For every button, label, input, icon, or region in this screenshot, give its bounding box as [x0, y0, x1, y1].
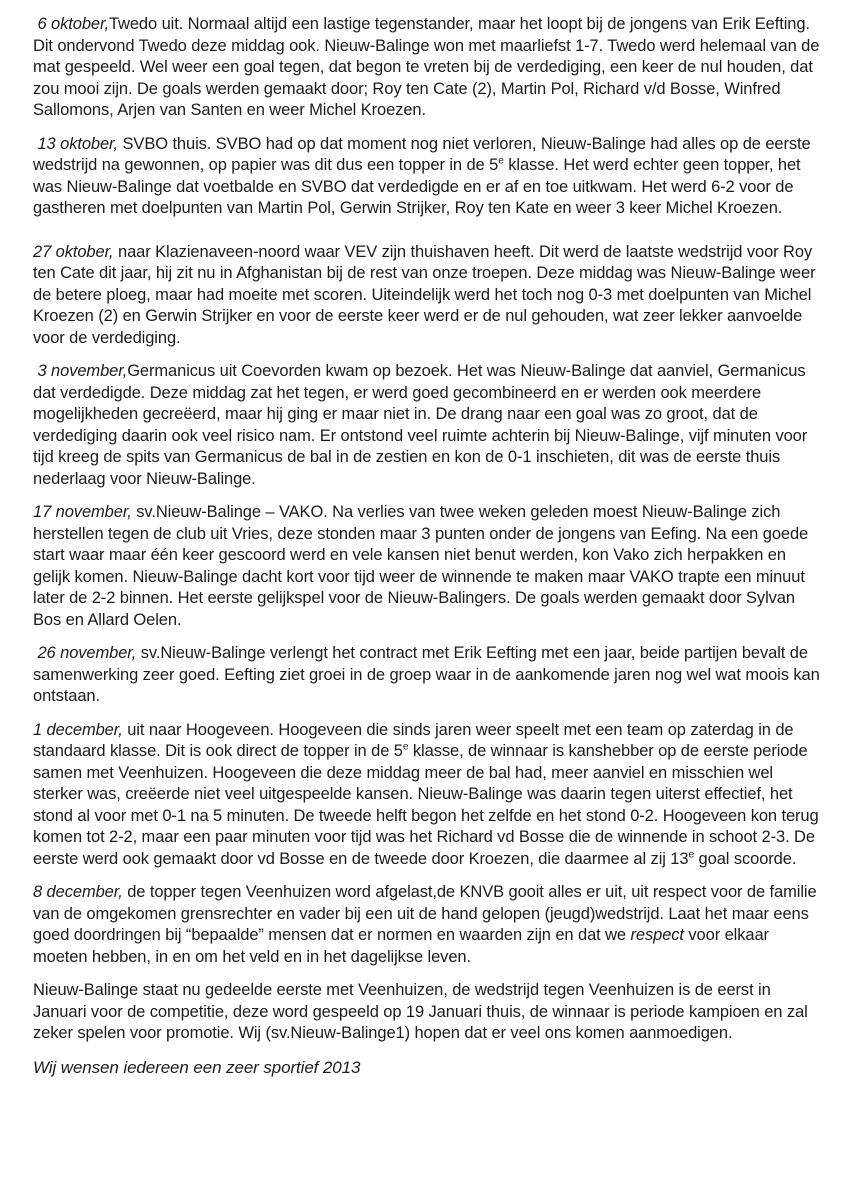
paragraph-3-november	[33, 361, 822, 490]
paragraph-8-december	[33, 882, 822, 968]
ordinal-superscript: e	[498, 155, 504, 167]
paragraph-6-oktober	[33, 14, 822, 122]
paragraph-27-oktober	[33, 242, 822, 350]
ordinal-superscript: e	[402, 741, 409, 753]
date-lead-3-november: 3 november,	[33, 362, 128, 380]
paragraph-26-november	[33, 643, 822, 708]
paragraph-text: goal scoorde.	[694, 849, 797, 868]
emphasized-word-respect: respect	[630, 926, 684, 944]
paragraph-text: klasse. Het werd echter geen topper, het was Nieuw-Balinge dat voetbalde en SVBO dat verdedigde en er af en toe uitkwam. Het werd 6-2 voor de gastheren met doelpunten van Martin Pol, Gerwin Strijker, Roy ten Kate en weer 3 keer Michel Kroezen.	[33, 156, 801, 217]
paragraph-text: klasse, de winnaar is kanshebber op de eerste periode samen met Veenhuizen. Hoogeveen die deze middag meer de bal had, meer aanviel en misschien wel sterker was, creëerde niet veel uitgespeelde kansen. Nieuw-Balinge was daarin tegen uiterst effectief, het stond al voor met 0-1 na 5 minuten. De tweede helft begon het zelfde en het stond 0-2. Hoogeveen kon terug komen tot 2-2, maar een paar minuten voor tijd was het Richard vd Bosse die de winnende in schoot 2-3. De eerste werd ook gemaakt door vd Bosse en de tweede door Kroezen, die daarmee al zij 13	[33, 742, 819, 868]
date-lead-8-december: 8 december,	[33, 883, 123, 901]
paragraph-text: Twedo uit. Normaal altijd een lastige tegenstander, maar het loopt bij de jongens van Erik Eefting. Dit ondervond Twedo deze middag ook. Nieuw-Balinge won met maarliefst 1-7. Twedo werd helemaal van de mat gespeeld. Wel weer een goal tegen, dat begon te vreten bij de verdediging, een keer de nul houden, dat zou mooi zijn. De goals werden gemaakt door; Roy ten Cate (2), Martin Pol, Richard v/d Bosse, Winfred Sallomons, Arjen van Santen en weer Michel Kroezen.	[33, 15, 820, 119]
paragraph-text: sv.Nieuw-Balinge – VAKO. Na verlies van twee weken geleden moest Nieuw-Balinge zich herstellen tegen de club uit Vries, deze stonden maar 3 punten onder de jongens van Eefing. Na een goede start waar maar één keer gescoord werd en vele kansen niet benut werden, kon Vako zich herpakken en gelijk komen. Nieuw-Balinge dacht kort voor tijd weer de winnende te maken maar VAKO trapte een minuut later de 2-2 binnen. Het eerste gelijkspel voor de Nieuw-Balingers. De goals werden gemaakt door Sylvan Bos en Allard Oelen.	[33, 503, 809, 629]
ordinal-superscript: e	[688, 849, 695, 860]
date-lead-1-december: 1 december,	[33, 720, 123, 739]
paragraph-text: naar Klazienaveen-noord waar VEV zijn thuishaven heeft. Dit werd de laatste wedstrijd voor Roy ten Cate dit jaar, hij zit nu in Afghanistan bij de rest van onze troepen. Deze middag was Nieuw-Balinge weer de betere ploeg, maar had moeite met scoren. Uiteindelijk werd het toch nog 0-3 met doelpunten van Michel Kroezen (2) en Gerwin Strijker en voor de eerste keer werd er de nul gehouden, wat zeer lekker aanvoelde voor de verdediging.	[33, 242, 816, 347]
paragraph-text: uit naar Hoogeveen. Hoogeveen die sinds jaren weer speelt met een team op zaterdag in de standaard klasse. Dit is ook direct de topper in de 5	[33, 720, 794, 760]
date-lead-26-november: 26 november,	[33, 644, 137, 662]
paragraph-text: sv.Nieuw-Balinge verlengt het contract met Erik Eefting met een jaar, beide partijen bevalt de samenwerking zeer goed. Eefting ziet groei in de groep waar in de aankomende jaren nog wel wat moois kan ontstaan.	[33, 644, 820, 705]
paragraph-text: Nieuw-Balinge staat nu gedeelde eerste met Veenhuizen, de wedstrijd tegen Veenhuizen is de eerst in Januari voor de competitie, deze word gespeeld op 19 Januari thuis, de winnaar is periode kampioen en zal zeker spelen voor promotie. Wij (sv.Nieuw-Balinge1) hopen dat er veel ons komen aanmoedigen.	[33, 981, 808, 1042]
paragraph-1-december	[33, 720, 822, 871]
paragraph-text: Germanicus uit Coevorden kwam op bezoek. Het was Nieuw-Balinge dat aanviel, Germanicus dat verdedigde. Deze middag zat het tegen, er werd goed gecombineerd en er werden ook meerdere mogelijkheden gecreëerd, maar hij ging er maar niet in. De drang naar een goal was zo groot, dat de verdediging daarin ook veel risico nam. Er ontstond veel ruimte achterin bij Nieuw-Balinge, vijf minuten voor tijd kreeg de spits van Germanicus de bal in de zestien en kon de 0-1 inschieten, dit was de eerste thuis nederlaag voor Nieuw-Balinge.	[33, 362, 808, 488]
paragraph-text: de topper tegen Veenhuizen word afgelast,de KNVB gooit alles er uit, uit respect voor de familie van de omgekomen grensrechter en vader bij een uit de hand gelopen (jeugd)wedstrijd. Laat het maar eens goed doordringen bij “bepaalde” mensen dat er normen en waarden zijn en dat we	[33, 883, 817, 944]
paragraph-closing-standings	[33, 980, 822, 1045]
paragraph-text: SVBO thuis. SVBO had op dat moment nog niet verloren, Nieuw-Balinge had alles op de eerste wedstrijd na gewonnen, op papier was dit dus een topper in de 5	[33, 134, 811, 174]
paragraph-13-oktober	[33, 134, 822, 220]
paragraph-17-november	[33, 502, 822, 631]
date-lead-6-oktober: 6 oktober,	[33, 15, 109, 33]
date-lead-17-november: 17 november,	[33, 503, 132, 521]
paragraph-text: voor elkaar moeten hebben, in en om het veld en in het dagelijkse leven.	[33, 926, 769, 966]
date-lead-13-oktober: 13 oktober,	[33, 134, 119, 153]
date-lead-27-oktober: 27 oktober,	[33, 242, 114, 261]
signoff-line: Wij wensen iedereen een zeer sportief 2013	[33, 1057, 361, 1077]
